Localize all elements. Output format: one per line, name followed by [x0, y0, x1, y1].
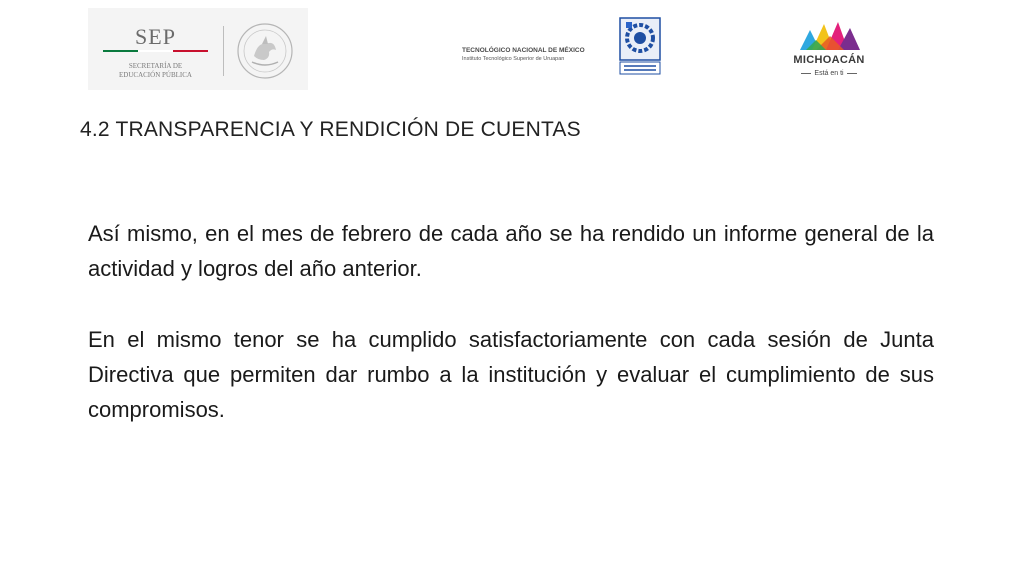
itsu-emblem-icon	[616, 16, 666, 76]
tecnm-title: TECNOLÓGICO NACIONAL DE MÉXICO	[462, 47, 585, 54]
michoacan-flower-icon	[786, 20, 872, 54]
sep-subtitle	[103, 56, 208, 80]
tecnm-subtitle: Instituto Tecnológico Superior de Uruapan	[462, 56, 565, 62]
sep-wordmark	[108, 26, 203, 48]
tecnm-logo	[462, 46, 592, 63]
paragraph-2: En el mismo tenor se ha cumplido satisfactoriamente con cada sesión de Junta Directiva que permiten dar rumbo a la institución y evaluar el cumplimiento de sus compromisos.	[88, 327, 934, 422]
sep-name: SEP	[135, 24, 176, 49]
paragraph-1: Así mismo, en el mes de febrero de cada año se ha rendido un informe general de la actividad y logros del año anterior.	[88, 221, 934, 281]
sep-subtitle-line1: SECRETARÍA DE	[128, 62, 183, 70]
national-seal-icon	[236, 22, 294, 80]
michoacan-name: MICHOACÁN	[793, 54, 865, 66]
michoacan-tagline: Está en ti	[786, 70, 872, 77]
sep-tricolor-line	[103, 50, 208, 52]
sep-divider	[223, 26, 224, 76]
sep-logo	[88, 8, 308, 90]
sep-subtitle-line2: EDUCACIÓN PÚBLICA	[119, 71, 192, 79]
slide-title: 4.2 TRANSPARENCIA Y RENDICIÓN DE CUENTAS	[80, 118, 581, 141]
michoacan-logo	[786, 20, 872, 86]
